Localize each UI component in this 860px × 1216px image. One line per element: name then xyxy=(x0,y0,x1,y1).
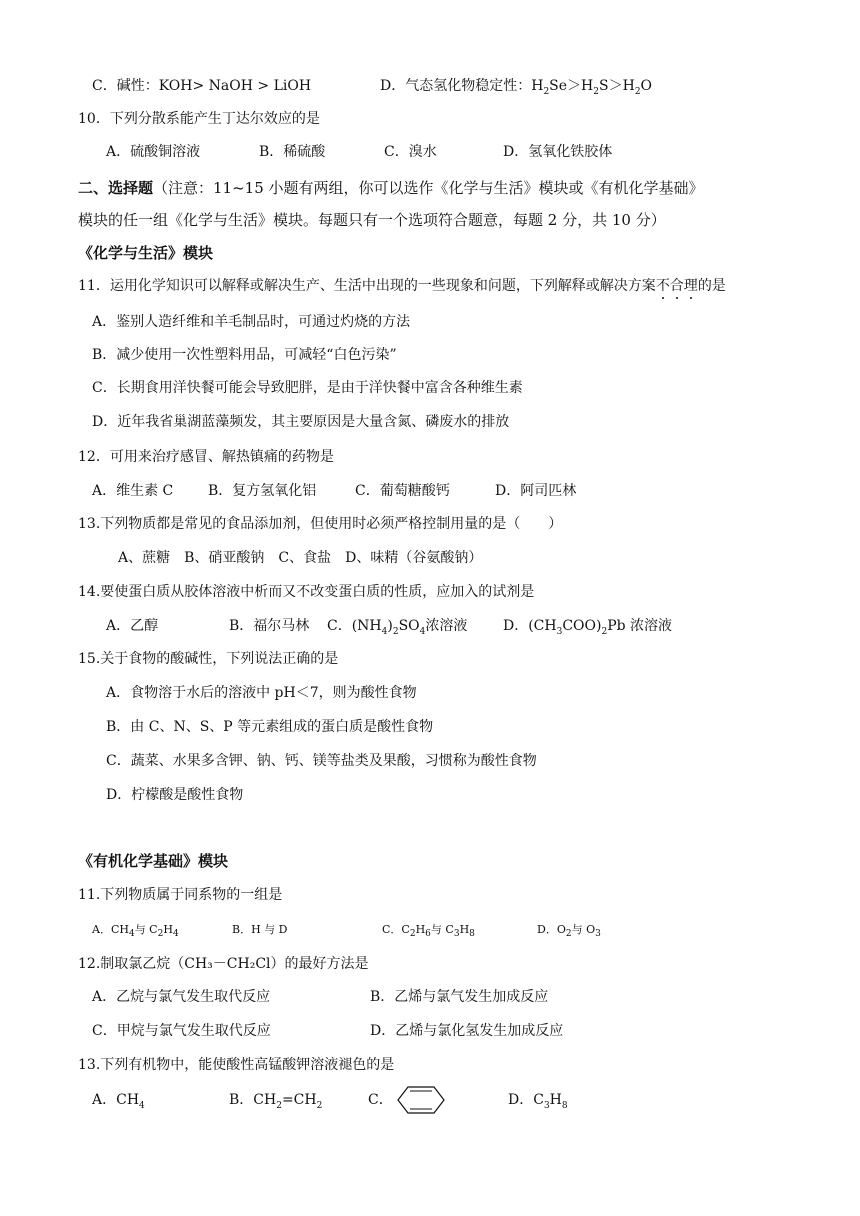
q10-stem: 10．下列分散系能产生丁达尔效应的是 xyxy=(78,111,320,127)
m1q11-option-d: D．近年我省巢湖蓝藻频发，其主要原因是大量含氮、磷废水的排放 xyxy=(92,414,510,430)
m1q13-stem: 13.下列物质都是常见的食品添加剂，但使用时必须严格控制用量的是（ ） xyxy=(78,516,563,532)
m1q13-options: A、蔗糖 B、硝亚酸钠 C、食盐 D、味精（谷氨酸钠） xyxy=(118,550,483,566)
m2q12-stem: 12.制取氯乙烷（CH₃－CH₂Cl）的最好方法是 xyxy=(78,956,369,972)
m1q14-option-a: A．乙醇 xyxy=(106,618,159,634)
m1q15-stem: 15.关于食物的酸碱性，下列说法正确的是 xyxy=(78,651,339,667)
m2q12-option-b: B．乙烯与氯气发生加成反应 xyxy=(370,989,549,1005)
m1q15-option-d: D．柠檬酸是酸性食物 xyxy=(106,787,244,803)
m1q14-option-b: B．福尔马林 xyxy=(229,618,310,634)
m1q12-option-a: A．维生素 C xyxy=(92,483,174,499)
q10-option-b: B．稀硫酸 xyxy=(259,144,326,160)
m1q11-option-a: A．鉴别人造纤维和羊毛制品时，可通过灼烧的方法 xyxy=(92,314,411,330)
emphasis-dotted-text: 不合理 xyxy=(656,278,698,294)
section2-note-line2: 模块的任一组《化学与生活》模块。每题只有一个选项符合题意，每题 2 分，共 10 分） xyxy=(78,211,666,229)
m2q12-option-c: C．甲烷与氯气发生取代反应 xyxy=(92,1023,271,1039)
m2q11-option-d: D．$O_2$与 $O_3$ xyxy=(537,923,601,940)
m2q11-option-c: C．$C_2H_6$与 $C_3H_8$ xyxy=(382,923,475,940)
m1q14-stem: 14.要使蛋白质从胶体溶液中析而又不改变蛋白质的性质，应加入的试剂是 xyxy=(78,584,535,600)
m2q13-stem: 13.下列有机物中，能使酸性高锰酸钾溶液褪色的是 xyxy=(78,1057,395,1073)
m1q15-option-c: C．蔬菜、水果多含钾、钠、钙、镁等盐类及果酸，习惯称为酸性食物 xyxy=(106,753,537,769)
q10-option-c: C．溴水 xyxy=(384,144,437,160)
m1q11-option-b: B．减少使用一次性塑料用品，可减轻“白色污染” xyxy=(92,347,397,363)
benzene-ring-icon xyxy=(396,1085,446,1115)
m1q15-option-a: A．食物溶于水后的溶液中 pH＜7，则为酸性食物 xyxy=(106,685,417,701)
m1q11-stem: 11．运用化学知识可以解释或解决生产、生活中出现的一些现象和问题，下列解释或解决方案不合理 的是 xyxy=(78,276,726,296)
m1q15-option-b: B．由 C、N、S、P 等元素组成的蛋白质是酸性食物 xyxy=(106,719,434,735)
m1q14-option-c: C．$(NH_4)_2SO_4$浓溶液 xyxy=(327,618,468,637)
q10-option-a: A．硫酸铜溶液 xyxy=(106,144,201,160)
m2q11-option-b: B．H 与 D xyxy=(232,923,288,936)
module1-title: 《化学与生活》模块 xyxy=(78,244,214,262)
m2q13-option-c: C． xyxy=(368,1092,393,1108)
m2q11-stem: 11.下列物质属于同系物的一组是 xyxy=(78,887,283,903)
q9-option-d: D．气态氢化物稳定性：$H_2Se>H_2S>H_2O$ xyxy=(380,78,653,97)
m2q13-option-b: B．$CH_2=CH_2$ xyxy=(229,1092,323,1111)
section2-header xyxy=(78,178,704,198)
m1q14-option-d: D．$(CH_3COO)_2Pb$ 浓溶液 xyxy=(503,618,673,637)
m2q12-option-d: D．乙烯与氯化氢发生加成反应 xyxy=(370,1023,564,1039)
module2-title: 《有机化学基础》模块 xyxy=(78,852,229,870)
m1q12-stem: 12．可用来治疗感冒、解热镇痛的药物是 xyxy=(78,449,334,465)
section2-title: 二、选择题 xyxy=(78,179,154,197)
m2q12-option-a: A．乙烷与氯气发生取代反应 xyxy=(92,989,271,1005)
q9-option-c: C．碱性：KOH> NaOH > LiOH xyxy=(92,78,312,94)
m1q12-option-c: C．葡萄糖酸钙 xyxy=(355,483,450,499)
section2-note-line1: （注意：11~15 小题有两组，你可以选作《化学与生活》模块或《有机化学基础》 xyxy=(153,179,704,197)
m1q11-option-c: C．长期食用洋快餐可能会导致肥胖，是由于洋快餐中富含各种维生素 xyxy=(92,380,523,396)
q10-option-d: D．氢氧化铁胶体 xyxy=(503,144,613,160)
m2q13-option-a: A．$CH_4$ xyxy=(92,1092,145,1111)
m1q12-option-b: B．复方氢氧化铝 xyxy=(208,483,317,499)
m1q12-option-d: D．阿司匹林 xyxy=(495,483,577,499)
m2q11-option-a: A．$CH_4$与 $C_2H_4$ xyxy=(92,923,179,940)
m2q13-option-d: D．$C_3H_8$ xyxy=(508,1092,568,1111)
